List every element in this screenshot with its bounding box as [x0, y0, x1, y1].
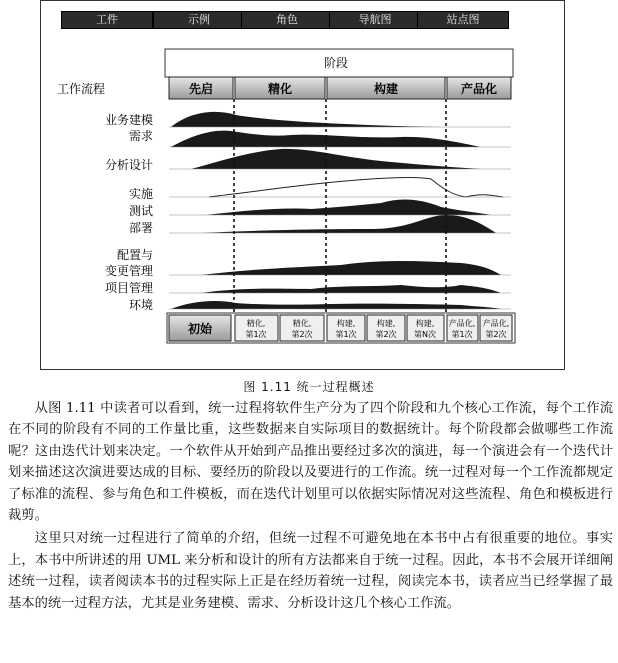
- iteration-7-line1: 产品化,: [448, 319, 476, 328]
- nav-roles-button[interactable]: 角色: [241, 11, 333, 29]
- workflow-label-implementation: 实施: [128, 187, 153, 201]
- nav-examples-button[interactable]: 示例: [153, 11, 245, 29]
- iteration-4-line2: 第1次: [335, 330, 357, 339]
- iteration-6-line2: 第N次: [414, 330, 436, 339]
- phase-label-construction: 构建: [373, 82, 399, 96]
- iteration-7-line2: 第1次: [451, 330, 473, 339]
- phase-header-label: 阶段: [323, 56, 349, 70]
- paragraph-1: 从图 1.11 中读者可以看到，统一过程将软件生产分为了四个阶段和九个核心工作流，每个工作流在不同的阶段有不同的工作量比重，这些数据来自实际项目的数据统计。每个阶段都会做哪些工作流呢？这由迭代计划来决定。一个软件从开始到产品推出要经过多次的演进，每一个演进会有一个迭代计划来描述这次演进要达成的目标、要经历的阶段以及要进行的工作流。统一过程对每一个工作流都规定了标准的流程、参与角色和工件模板，而在迭代计划里可以依据实际情况对这些流程、角色和模板进行裁剪。: [8, 401, 613, 524]
- workflow-label-analysis-design: 分析设计: [104, 158, 153, 172]
- nav-sitemap-button[interactable]: 站点图: [417, 11, 509, 29]
- iteration-6-line1: 构建,: [415, 319, 435, 328]
- workflow-label-environment: 环境: [128, 298, 153, 312]
- iteration-8-line2: 第2次: [485, 330, 507, 339]
- iteration-label-initial: 初始: [187, 322, 213, 336]
- hump-business-modeling: [171, 112, 441, 127]
- hump-requirements: [171, 131, 481, 147]
- iteration-3-line1: 精化,: [292, 319, 312, 328]
- workflow-label-config-change-2: 变更管理: [104, 264, 153, 278]
- hump-deployment: [201, 215, 496, 233]
- rup-figure: [40, 0, 565, 370]
- nav-navmap-button[interactable]: 导航图: [329, 11, 421, 29]
- hump-environment: [171, 301, 501, 309]
- hump-project-management: [201, 285, 501, 293]
- process-diagram: [41, 1, 563, 369]
- phase-label-transition: 产品化: [460, 82, 498, 96]
- nav-artifacts-button[interactable]: 工件: [61, 11, 153, 29]
- paragraph-2: 这里只对统一过程进行了简单的介绍，但统一过程不可避免地在本书中占有很重要的地位。事实上，本书中所讲述的用 UML 来分析和设计的所有方法都来自于统一过程。因此，本书不会展开详细阐述统一过程，读者阅读本书的过程实际上正是在经历着统一过程，阅读完本书，读者应当已经掌握了最基本的统一过程方法，尤其是业务建模、需求、分析设计这几个核心工作流。: [8, 531, 613, 611]
- workflow-label-project-management: 项目管理: [104, 281, 153, 295]
- body-text: [8, 398, 613, 614]
- hump-test: [206, 200, 491, 215]
- workflow-label-business-modeling: 业务建模: [104, 113, 153, 127]
- workflow-label-test: 测试: [128, 204, 153, 218]
- phase-label-elaboration: 精化: [267, 82, 293, 96]
- workflow-header-label: 工作流程: [57, 82, 106, 96]
- iteration-8-line1: 产品化,: [482, 319, 510, 328]
- iteration-5-line2: 第2次: [375, 330, 397, 339]
- iteration-4-line1: 构建,: [336, 319, 356, 328]
- iteration-5-line1: 构建,: [376, 319, 396, 328]
- iteration-3-line2: 第2次: [291, 330, 313, 339]
- workflow-label-deployment: 部署: [128, 221, 153, 235]
- figure-caption: 图 1.11 统一过程概述: [243, 380, 375, 394]
- phase-label-inception: 先启: [188, 82, 214, 96]
- workflow-label-requirements: 需求: [128, 129, 153, 143]
- hump-config-change: [201, 261, 501, 275]
- iteration-2-line2: 第1次: [245, 330, 267, 339]
- workflow-label-config-change-1: 配置与: [116, 248, 153, 262]
- iteration-2-line1: 精化,: [246, 319, 266, 328]
- curve-implementation: [209, 178, 503, 198]
